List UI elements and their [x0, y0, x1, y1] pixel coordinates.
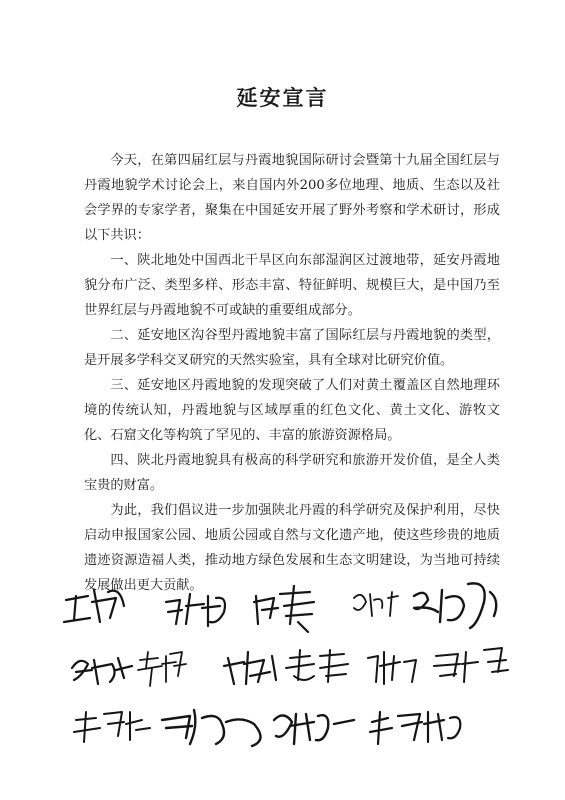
signature-11	[434, 648, 508, 682]
handwritten-signatures	[58, 572, 528, 762]
signature-8	[224, 652, 276, 684]
consensus-paragraph-2: 二、延安地区沟谷型丹霞地貌丰富了国际红层与丹霞地貌的类型，是开展多学科交叉研究的天然实验室，具有全球对比研究价值。	[84, 328, 500, 368]
document-title: 延安宣言	[236, 85, 329, 110]
signature-15	[370, 712, 460, 744]
signature-14	[274, 714, 354, 744]
signature-3	[254, 586, 314, 632]
signature-12	[74, 712, 150, 742]
signature-4	[354, 592, 398, 616]
signatures-drawing	[58, 572, 528, 762]
intro-paragraph: 今天，在第四届红层与丹霞地貌国际研讨会暨第十九届全国红层与丹霞地貌学术讨论会上，来自国内外200多位地理、地质、生态以及社会学界的专家学者，聚集在中国延安开展了野外考察和学术研讨，形成以下共识：	[84, 153, 500, 243]
signature-5	[414, 583, 496, 628]
signature-13	[162, 710, 261, 746]
signature-2	[166, 594, 225, 626]
consensus-paragraph-1: 一、陕北地处中国西北干旱区向东部湿润区过渡地带，延安丹霞地貌分布广泛、类型多样、形态丰富、特征鲜明、规模巨大，是中国乃至世界红层与丹霞地貌不可或缺的重要组成部分。	[84, 253, 500, 318]
signature-1	[64, 590, 124, 622]
signature-10	[368, 652, 416, 684]
signature-7	[138, 652, 186, 686]
proposal-paragraph: 为此，我们倡议进一步加强陕北丹霞的科学研究及保护利用，尽快启动申报国家公园、地质公园或自然与文化遗产地，使这些珍贵的地质遗迹资源造福人类，推动地方绿色发展和生态文明建设，为当地可持续发展做出更大贡献。	[84, 503, 500, 593]
signature-6	[72, 658, 132, 684]
document-body	[84, 148, 500, 598]
consensus-paragraph-3: 三、延安地区丹霞地貌的发现突破了人们对黄土覆盖区自然地理环境的传统认知，丹霞地貌与区域厚重的红色文化、黄土文化、游牧文化、石窟文化等构筑了罕见的、丰富的旅游资源格局。	[84, 378, 500, 443]
consensus-paragraph-4: 四、陕北丹霞地貌具有极高的科学研究和旅游开发价值，是全人类宝贵的财富。	[84, 453, 500, 493]
signature-9	[286, 650, 348, 682]
